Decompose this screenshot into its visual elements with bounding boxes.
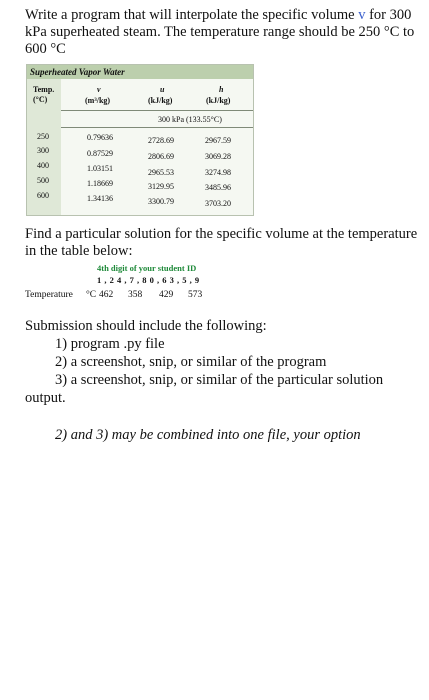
- temperature-value: 429: [159, 290, 174, 300]
- temperature-row-label: Temperature: [25, 290, 73, 300]
- header-h-unit: (kJ/kg): [206, 96, 231, 105]
- header-u-unit: (kJ/kg): [148, 96, 173, 105]
- row-v: 1.03151: [87, 164, 113, 173]
- superheated-steam-table: [26, 64, 254, 216]
- row-temp: 500: [37, 176, 49, 185]
- intro-text-a: Write a program that will interpolate the specific volume: [25, 7, 359, 23]
- temperature-value: 358: [128, 290, 143, 300]
- temperature-value: 573: [188, 290, 203, 300]
- row-h: 3069.28: [205, 152, 231, 161]
- row-h: 3703.20: [205, 199, 231, 208]
- row-u: 3129.95: [148, 182, 174, 191]
- header-temp-unit: (°C): [33, 95, 48, 104]
- row-h: 2967.59: [205, 136, 231, 145]
- temperature-row-unit: °C: [86, 290, 97, 300]
- header-u: u: [160, 85, 165, 94]
- row-v: 1.18669: [87, 179, 113, 188]
- row-u: 2806.69: [148, 152, 174, 161]
- find-paragraph: Find a particular solution for the specific volume at the temperature in the table below:: [25, 226, 418, 259]
- header-v: v: [97, 85, 101, 94]
- intro-paragraph: [25, 7, 420, 58]
- row-temp: 300: [37, 146, 49, 155]
- pressure-label: 300 kPa (133.55°C): [158, 115, 222, 124]
- row-v: 0.79636: [87, 133, 113, 142]
- temperature-value: 462: [99, 290, 114, 300]
- row-h: 3485.96: [205, 183, 231, 192]
- submission-item: 3) a screenshot, snip, or similar of the particular solution: [55, 372, 384, 388]
- row-u: 2728.69: [148, 136, 174, 145]
- row-temp: 250: [37, 132, 49, 141]
- header-temp: Temp.: [33, 85, 55, 94]
- row-temp: 600: [37, 191, 49, 200]
- submission-heading: Submission should include the following:: [25, 318, 267, 334]
- submission-note: 2) and 3) may be combined into one file, your option: [55, 427, 361, 443]
- table-title: Superheated Vapor Water: [27, 65, 253, 79]
- specific-volume-symbol: v: [358, 7, 366, 23]
- row-v: 1.34136: [87, 194, 113, 203]
- row-h: 3274.98: [205, 168, 231, 177]
- row-v: 0.87529: [87, 149, 113, 158]
- student-id-digit-label: 4th digit of your student ID: [97, 263, 197, 273]
- header-divider-top: [61, 110, 253, 111]
- row-u: 2965.53: [148, 168, 174, 177]
- header-h: h: [219, 85, 224, 94]
- submission-item: 1) program .py file: [55, 336, 165, 352]
- row-temp: 400: [37, 161, 49, 170]
- header-divider-bottom: [61, 127, 253, 128]
- submission-output-word: output.: [25, 390, 66, 406]
- intro-text-b: for 300 kPa superheated steam. The temperature range should be 250 °C to 600 °C: [25, 7, 415, 57]
- student-id-digit-values: 1 , 2 4 , 7 , 8 0 , 6 3 , 5 , 9: [97, 275, 200, 285]
- row-u: 3300.79: [148, 197, 174, 206]
- header-v-unit: (m³/kg): [85, 96, 111, 105]
- submission-item: 2) a screenshot, snip, or similar of the program: [55, 354, 327, 370]
